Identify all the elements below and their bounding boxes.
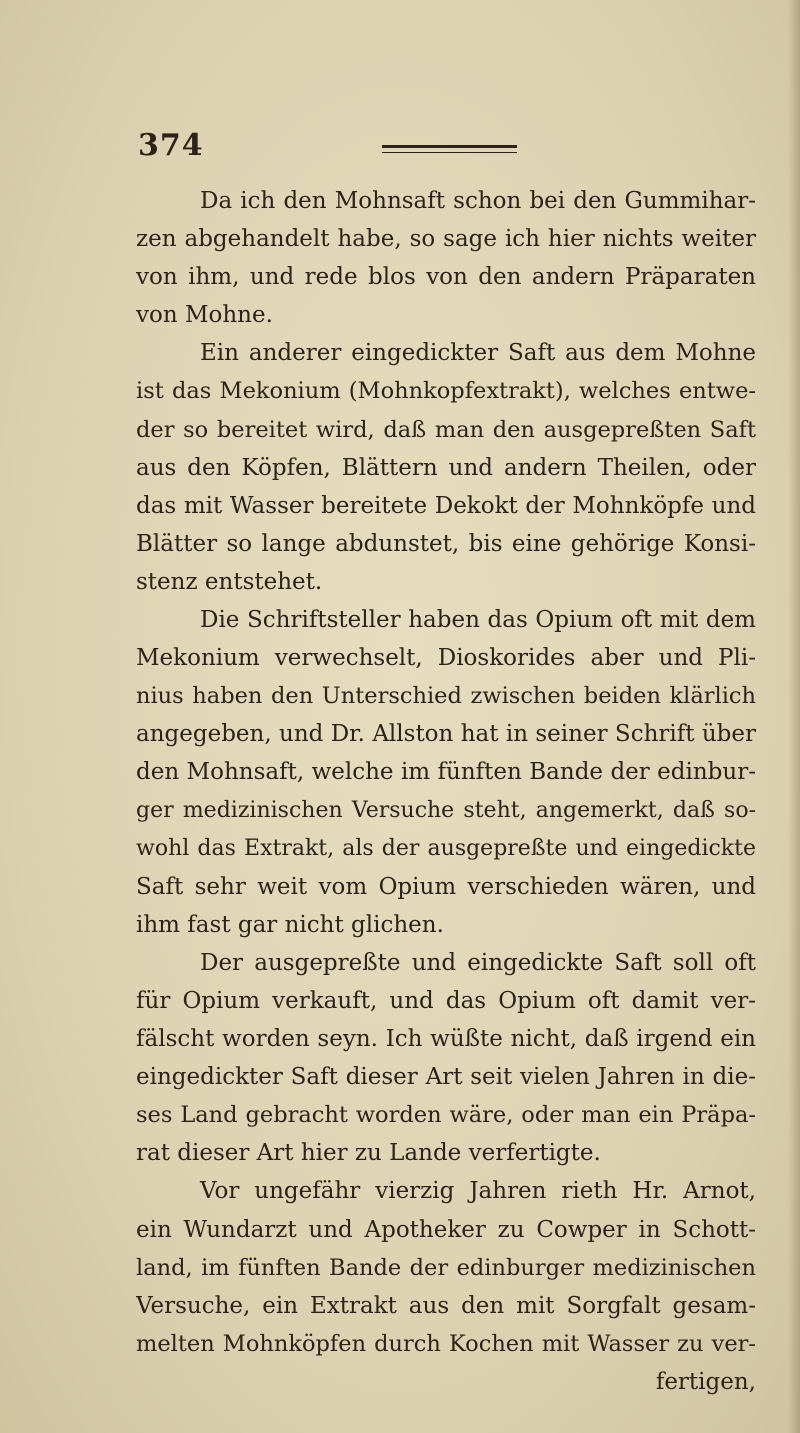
text-line: ist das Mekonium (Mohnkopfextrakt), welches entwe- (136, 378, 756, 405)
page-number: 374 (138, 128, 204, 163)
text-line: nius haben den Unterschied zwischen beiden klärlich (136, 683, 756, 710)
text-line: Vor ungefähr vierzig Jahren rieth Hr. Arnot, (200, 1178, 756, 1205)
text-line: Blätter so lange abdunstet, bis eine gehörige Konsi- (136, 530, 756, 557)
text-line: aus den Köpfen, Blättern und andern Theilen, oder (136, 454, 756, 481)
text-line: Mekonium verwechselt, Dioskorides aber und Pli- (136, 645, 756, 672)
text-line: das mit Wasser bereitete Dekokt der Mohnköpfe und (136, 492, 756, 519)
text-line: wohl das Extrakt, als der ausgepreßte und eingedickte (136, 835, 756, 861)
text-line: Ein anderer eingedickter Saft aus dem Mohne (200, 340, 756, 367)
text-line: für Opium verkauft, und das Opium oft damit ver- (136, 987, 756, 1014)
text-line: rat dieser Art hier zu Lande verfertigte. (136, 1140, 601, 1167)
text-line: melten Mohnköpfen durch Kochen mit Wasser zu ver- (136, 1330, 756, 1357)
text-line: Da ich den Mohnsaft schon bei den Gummihar- (200, 188, 756, 214)
text-line: Der ausgepreßte und eingedickte Saft soll oft (200, 949, 756, 976)
body-text (136, 182, 756, 1401)
text-line: ein Wundarzt und Apotheker zu Cowper in Schott- (136, 1216, 756, 1243)
text-line: land, im fünften Bande der edinburger medizinischen (136, 1254, 756, 1281)
text-line: Saft sehr weit vom Opium verschieden wären, und (136, 873, 756, 900)
text-line: Versuche, ein Extrakt aus den mit Sorgfalt gesam- (136, 1292, 756, 1319)
text-line: eingedickter Saft dieser Art seit vielen Jahren in die- (136, 1064, 756, 1091)
text-line: ses Land gebracht worden wäre, oder man ein Präpa- (136, 1102, 756, 1129)
text-line: der so bereitet wird, daß man den ausgepreßten Saft (136, 416, 756, 443)
text-line: fertigen, (655, 1368, 756, 1395)
text-line: ihm fast gar nicht glichen. (136, 911, 444, 938)
header-rule (382, 145, 517, 153)
text-line: angegeben, und Dr. Allston hat in seiner Schrift über (136, 721, 756, 748)
text-line: stenz entstehet. (136, 568, 323, 595)
text-line: fälscht worden seyn. Ich wüßte nicht, daß irgend ein (136, 1026, 756, 1053)
text-line: ger medizinischen Versuche steht, angemerkt, daß so- (136, 797, 756, 823)
text-line: von ihm, und rede blos von den andern Präparaten (136, 264, 756, 291)
text-line: von Mohne. (136, 302, 273, 329)
text-line: Die Schriftsteller haben das Opium oft mit dem (200, 607, 756, 634)
text-line: den Mohnsaft, welche im fünften Bande der edinbur- (136, 759, 756, 786)
page-edge-shadow (788, 0, 800, 1433)
text-line: zen abgehandelt habe, so sage ich hier nichts weiter (136, 226, 756, 253)
